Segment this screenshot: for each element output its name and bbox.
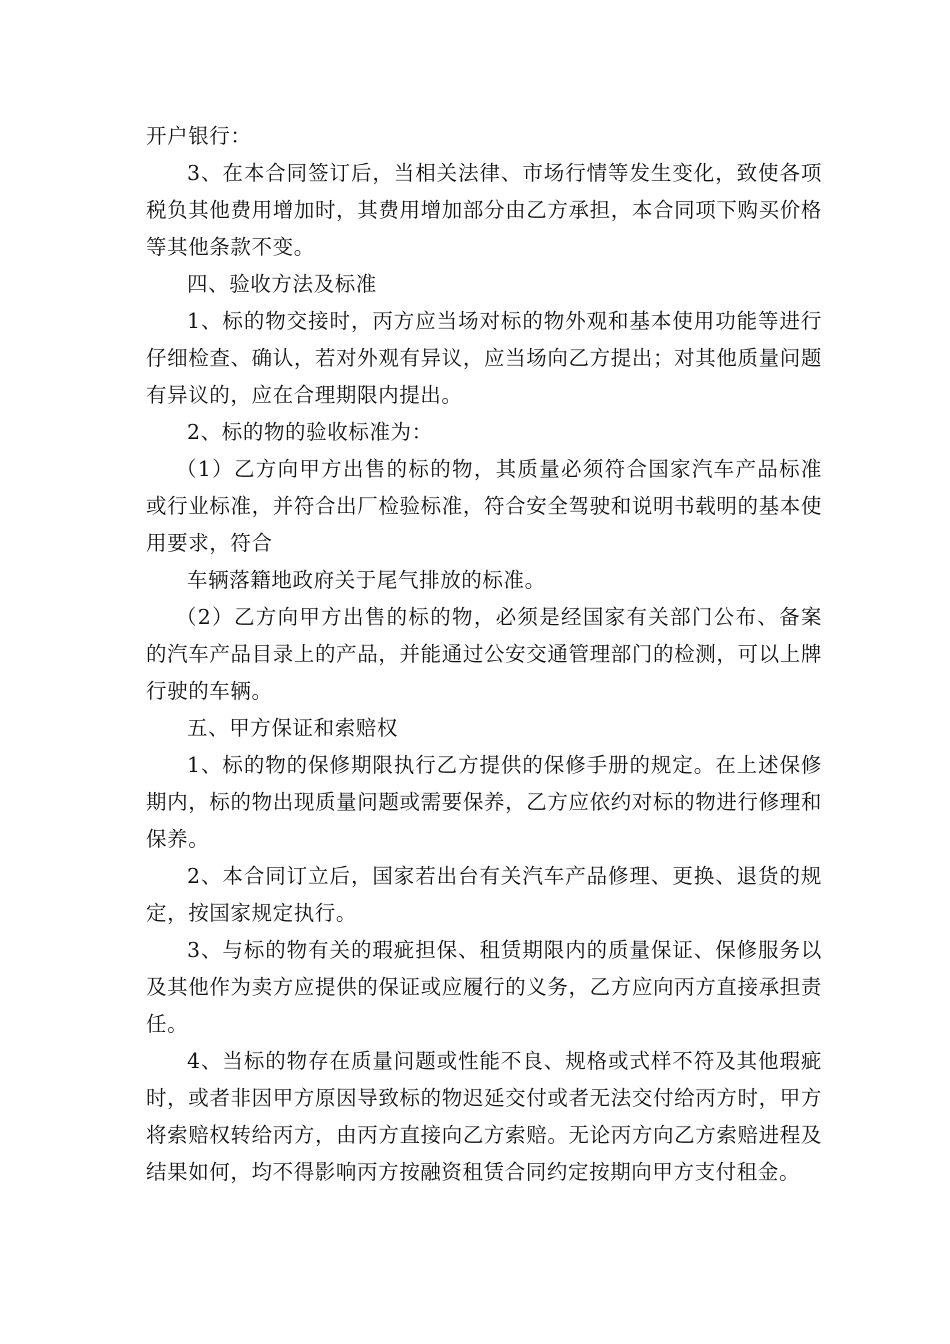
- document-body: [146, 118, 822, 1191]
- section-heading-4: 四、验收方法及标准: [187, 272, 377, 296]
- paragraph-warranty-1: 1、标的物的保修期限执行乙方提供的保修手册的规定。在上述保修期内，标的物出现质量问题或需要保养，乙方应依约对标的物进行修理和保养。: [146, 753, 822, 851]
- section-heading-5: 五、甲方保证和索赔权: [187, 716, 398, 740]
- paragraph-clause-3: 3、在本合同签订后，当相关法律、市场行情等发生变化，致使各项税负其他费用增加时，其费用增加部分由乙方承担，本合同项下购买价格等其他条款不变。: [146, 161, 822, 259]
- paragraph-bank-account: 开户银行：: [146, 124, 252, 148]
- paragraph-warranty-4: 4、当标的物存在质量问题或性能不良、规格或式样不符及其他瑕疵时，或者非因甲方原因导致标的物迟延交付或者无法交付给丙方时，甲方将索赔权转给丙方，由丙方直接向乙方索赔。无论丙方向乙方索赔进程及结果如何，均不得影响丙方按融资租赁合同约定按期向甲方支付租金。: [146, 1049, 822, 1184]
- paragraph-warranty-2: 2、本合同订立后，国家若出台有关汽车产品修理、更换、退货的规定，按国家规定执行。: [146, 864, 822, 925]
- paragraph-emission-standard: 车辆落籍地政府关于尾气排放的标准。: [187, 568, 546, 592]
- paragraph-standard-1: （1）乙方向甲方出售的标的物，其质量必须符合国家汽车产品标准或行业标准，并符合出厂检验标准，符合安全驾驶和说明书载明的基本使用要求，符合: [146, 457, 822, 555]
- paragraph-acceptance-1: 1、标的物交接时，丙方应当场对标的物外观和基本使用功能等进行仔细检查、确认，若对外观有异议，应当场向乙方提出；对其他质量问题有异议的，应在合理期限内提出。: [146, 309, 822, 407]
- paragraph-acceptance-2: 2、标的物的验收标准为：: [187, 420, 433, 444]
- paragraph-standard-2: （2）乙方向甲方出售的标的物，必须是经国家有关部门公布、备案的汽车产品目录上的产品，并能通过公安交通管理部门的检测，可以上牌行驶的车辆。: [146, 605, 822, 703]
- paragraph-warranty-3: 3、与标的物有关的瑕疵担保、租赁期限内的质量保证、保修服务以及其他作为卖方应提供的保证或应履行的义务，乙方应向丙方直接承担责任。: [146, 938, 822, 1036]
